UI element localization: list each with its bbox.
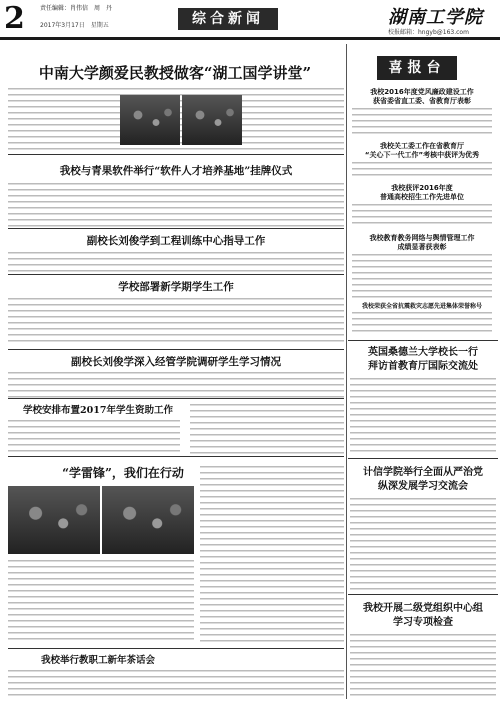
rule [8,398,344,399]
rule [348,458,498,459]
article-7-body-2 [200,466,344,644]
right-article-2-headline: 计信学院举行全面从严治党 [363,467,483,478]
sidebar-item-3-headline-2: 普通高校招生工作先进单位 [380,193,464,201]
sidebar-item-5-body [352,312,492,334]
sidebar-item-3-headline: 我校获评2016年度 [391,184,453,192]
article-2-body [8,183,344,227]
rule [8,456,344,457]
article-1-photo [120,95,180,145]
sidebar-item-1-body [352,108,492,138]
article-4-headline: 学校部署新学期学生工作 [118,281,234,293]
editors-line: 责任编辑：肖伟信 周 丹 [40,5,113,12]
rule [8,274,344,275]
right-article-1-headline-2: 拜访首教育厅国际交流处 [368,361,478,372]
article-7-body [8,560,194,644]
sidebar-item-4-headline: 我校教育教务网络与舆情管理工作 [369,234,475,242]
article-2-headline: 我校与青果软件举行“软件人才培养基地”挂牌仪式 [59,165,293,177]
article-7-photo [8,486,100,554]
contact-email: 校报邮箱：hngyb@163.com [388,29,469,36]
right-article-2-headline-2: 纵深发展学习交流会 [378,481,468,492]
article-1-headline: 中南大学颜爱民教授做客“湖工国学讲堂” [38,64,312,82]
article-7-photo-2 [102,486,194,554]
sidebar-item-5-headline: 我校荣获全省抗震救灾志愿先进集体荣誉称号 [361,303,482,310]
article-4-body [8,298,344,346]
header-rule [0,37,500,40]
section-title: 综合新闻 [178,8,278,30]
article-6-body-2 [190,404,344,454]
article-6-headline: 学校安排布置2017年学生资助工作 [23,405,173,416]
right-article-1-headline: 英国桑德兰大学校长一行 [368,347,478,358]
sidebar-item-1-headline: 我校2016年度党风廉政建设工作 [370,88,474,96]
rule [8,228,344,229]
right-article-3-headline: 我校开展二级党组织中心组 [363,603,483,614]
rule [8,349,344,350]
issue-date: 2017年3月17日 星期五 [40,22,109,29]
article-1-photo-2 [182,95,242,145]
rule [8,648,344,649]
rule [348,594,498,595]
article-3-body [8,252,344,272]
sidebar-item-1-headline-2: 获省委省直工委、省教育厅表彰 [373,97,471,105]
sidebar-item-2-headline: 我校关工委工作在省教育厅 [380,142,464,150]
sidebar-title: 喜报台 [377,56,457,80]
article-5-headline: 副校长刘俊学深入经管学院调研学生学习情况 [71,356,281,368]
column-divider [346,44,347,699]
sidebar-item-2-body [352,162,492,178]
article-8-body [8,670,344,698]
page-number: 2 [4,1,25,36]
right-article-2-body [350,498,496,590]
right-article-1-body [350,378,496,456]
rule [8,154,344,155]
newspaper-logo: 湖南工学院 [388,7,483,28]
masthead [0,0,500,50]
article-7-headline: “学雷锋”，我们在行动 [62,466,184,480]
sidebar-item-4-headline-2: 成绩显著获表彰 [397,243,447,251]
right-article-3-headline-2: 学习专项检查 [393,617,453,628]
sidebar-item-3-body [352,204,492,226]
article-6-body [8,420,180,454]
article-5-body [8,372,344,398]
article-8-headline: 我校举行教职工新年茶话会 [40,655,155,666]
rule [348,340,498,341]
sidebar-item-2-headline-2: “关心下一代工作”考核中获评为优秀 [364,151,480,159]
article-3-headline: 副校长刘俊学到工程训练中心指导工作 [86,235,266,247]
right-article-3-body [350,634,496,698]
sidebar-item-4-body [352,254,492,298]
